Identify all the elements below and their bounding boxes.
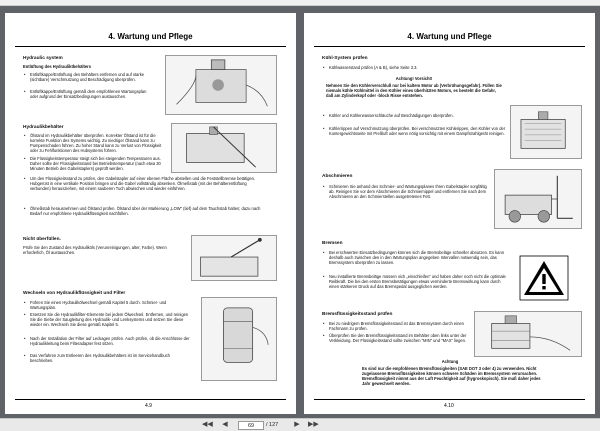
section-heading: Abschmieren — [322, 174, 353, 179]
previous-page-button[interactable]: ◀ — [222, 421, 228, 428]
bullet-text: • Entlüftkappe/Entlüftung gemäß dem empfohlenen Wartungsplan oder aufgrund der Einsatzbedingungen austauschen. — [30, 89, 148, 99]
brake-fluid-reservoir-illustration — [474, 311, 582, 357]
page-title: 4. Wartung und Pflege — [108, 32, 193, 41]
navigation-bar — [0, 418, 600, 431]
bullet-text: • Kühlerrippen auf Verschmutzung überprüfen. Bei verschmutzten Kühlerippen, den Kühler von der Kontergewichtsseite mit Preßluft oder wenn nötig vorsichtig mit einem Dampfstrahlgerät reinigen. — [329, 126, 507, 136]
warning-title: Achtung — [441, 359, 459, 364]
section-heading: Bremsflüssigkeitsstand prüfen — [322, 312, 393, 317]
radiator-illustration — [510, 105, 582, 159]
warning-triangle-icon — [519, 255, 569, 301]
forklift-lubrication-diagram — [494, 169, 582, 229]
page-number: 4.10 — [444, 403, 454, 409]
section-heading: Hydraulikbehälter — [23, 125, 64, 130]
document-viewer[interactable] — [0, 6, 600, 418]
bullet-text: • Kühler und Kühlerwasserschläuche auf Beschädigungen überprüfen. — [329, 113, 507, 118]
last-page-button[interactable]: ▶▶ — [308, 421, 319, 428]
bullet-text: • Die Flüssigkeitstemperatur steigt sich bei steigenden Temperaturen aus. Daher sollte der Flüssigkeitsstand bei Betriebstemperatur (nach etwa 30 Minuten Betrieb des Gabelstaplers) geprüft werden. — [30, 156, 168, 171]
bullet-text: • Bei zu niedrigem Bremsflüssigkeitsstand ist das Bremssystem durch einen Fachmann zu prüfen. — [329, 321, 469, 331]
next-page-button[interactable]: ▶ — [294, 421, 300, 428]
hydraulic-tank-illustration — [171, 123, 277, 173]
title-rule — [314, 46, 585, 47]
page-right — [304, 13, 595, 414]
bullet-text: • Das Verfahren zum Entleeren des Hydraulikbehälters ist im Servicehandbuch beschrieben. — [30, 353, 192, 363]
footer-rule — [15, 399, 286, 400]
bullet-text: • Um den Flüssigkeitsstand zu prüfen, den Gabelstapler auf einer ebenen Fläche abstellen und die Feststellbremse betätigen. Hubgerüst in eine vertikale Position bringen und die Gabel vollständig absenken. Ölmeßstab (mit der Behälterentlüftung verbunden) herausziehen, mit einem sauberen Tuch abwischen und wieder einführen. — [30, 176, 268, 191]
bullet-text: • Führen Sie einen Hydraulikölwechsel gemäß Kapitel 5 durch. Schmier- und Wartungsplan. — [30, 300, 192, 310]
hydraulic-filter-illustration — [201, 297, 277, 381]
page-total: / 127 — [266, 422, 279, 428]
warning-title: Achtung! Vorsicht! — [395, 76, 433, 81]
section-heading: Nicht überfüllen. — [23, 237, 61, 242]
title-rule — [15, 46, 286, 47]
bullet-text: • Bei erschwerten Einsatzbedingungen können sich die Bremsbeläge schneller abnutzen. Es kann deshalb auch zwischen den in den Wartungsplan angegeben Intervallen notwendig sein, das Bremssystem überprüfen zu lassen. — [329, 250, 507, 265]
page-number: 4.9 — [145, 403, 152, 409]
section-heading: Hydraulic system — [23, 56, 63, 61]
page-title: 4. Wartung und Pflege — [407, 32, 492, 41]
engine-breather-illustration — [165, 55, 277, 115]
section-heading: Kühl-System prüfen — [322, 56, 368, 61]
warning-text: Es sind nur die empfohlenen Bremsflüssigkeiten (SAE DOT 3 oder 4) zu verwenden. Nicht zugelassene Bremsflüssigkeiten können schwere Schäden im Bremssystem verursachen. Bremsflüssigkeit nimmt aus der Luft Feuchtigkeit auf (hygroskopisch). Sie muß daher jedes Jahr gewechselt werden. — [362, 366, 541, 386]
dipstick-illustration — [191, 235, 277, 281]
bullet-text: • Entlüftkappe/Entlüftung des Behälters entfernen und auf starke (sichtbare) Verschmutzung und Beschädigung überprüfen. — [30, 72, 148, 82]
bullet-text: • Ölstand im Hydraulikbehälter überprüfen. Korrekter Ölstand ist für die korrekte Funktion des Systems wichtig. Zu niedriger Ölstand kann zu Pumpenschaden führen. Zu hoher Stand kann zu Verlust von Flüssigkeit oder zu Fehlfunktionen des Hubsystems führen. — [30, 133, 168, 153]
bullet-text: • Kühlwasserstand prüfen (A & B), siehe Seite 3.3. — [329, 65, 507, 70]
bullet-text: • Ölmeßstab herausnehmen und Ölstand prüfen. Ölstand über der Markierung „LOW“ (tief) auf dem Tauchstab halten; dazu nach Bedarf nur empfohlene Hydraulikflüssigkeit nachfüllen. — [30, 206, 268, 216]
paragraph-text: Prüfe Sie den Zustand des Hydrauliköls (Verunreinigungen, alter, Farbe). Wenn erforderlich, Öl austauschen. — [23, 245, 167, 255]
bullet-text: • Nach der Installation der Filter auf Leckagen prüfen. Auch prüfen, ob die Anschlüsse der Hydraulikleitung beim Filteradapter fest sitzen. — [30, 336, 192, 346]
first-page-button[interactable]: ◀◀ — [202, 421, 213, 428]
section-heading: Bremsen — [322, 241, 343, 246]
bullet-text: • Schmieren Sie anhand des Schmier- und Wartungsplanes Ihren Gabelstapler sorgfältig ab. Reinigen Sie vor dem Abschmieren die Schmiernippel und entfernen Sie nach dem Abschmieren an den Schmierstellen ausgetretenes Fett. — [329, 184, 487, 199]
section-heading: Wechseln von Hydraulikflüssigkeit und Filter — [23, 291, 126, 296]
warning-text: Nehmen Sie den Kühlerverschluß nur bei kaltem Motor ab (Verbrühungsgefahr). Füllen Sie niemals kühle Kühlmittel in den Kühler eines überhitzten Motors, es besteht die Gefahr, daß am Zylinderkopf oder -block Risse entstehen. — [326, 83, 502, 98]
section-subheading: Entlüftung des Hydrauliktbehälters — [23, 64, 92, 69]
page-left — [5, 13, 296, 414]
page-number-input[interactable]: 69 — [238, 421, 264, 430]
bullet-text: • Neu installierte Bremsbeläge müssen sich „einschleifen“ und haben daher noch nicht die optimale Reibkraft. Die bei den ersten Bremsbetätigungen etwas verminderte Bremswirkung kann durch einen stärkeren Druck auf das Bremspedal ausgeglichen werden. — [329, 274, 507, 289]
bullet-text: • Ersetzen Sie die Hydraulikfilter-Elemente bei jedem Ölwechsel. Entfernen, und reinigen Sie die Siebe der Saugleitung des Hydraulik- und Lenksystems und setzen Sie diese wieder ein. Wechseln Sie diese gemäß Kapitel 5. — [30, 312, 192, 327]
bullet-text: • Überprüfen Sie den Bremsflüssigkeitsstand im Behälter oben links unter der Verkleidung. Der Flüssigkeitsstand sollte zwischen "MIN" und "MAX" liegen. — [329, 333, 469, 343]
footer-rule — [314, 399, 585, 400]
